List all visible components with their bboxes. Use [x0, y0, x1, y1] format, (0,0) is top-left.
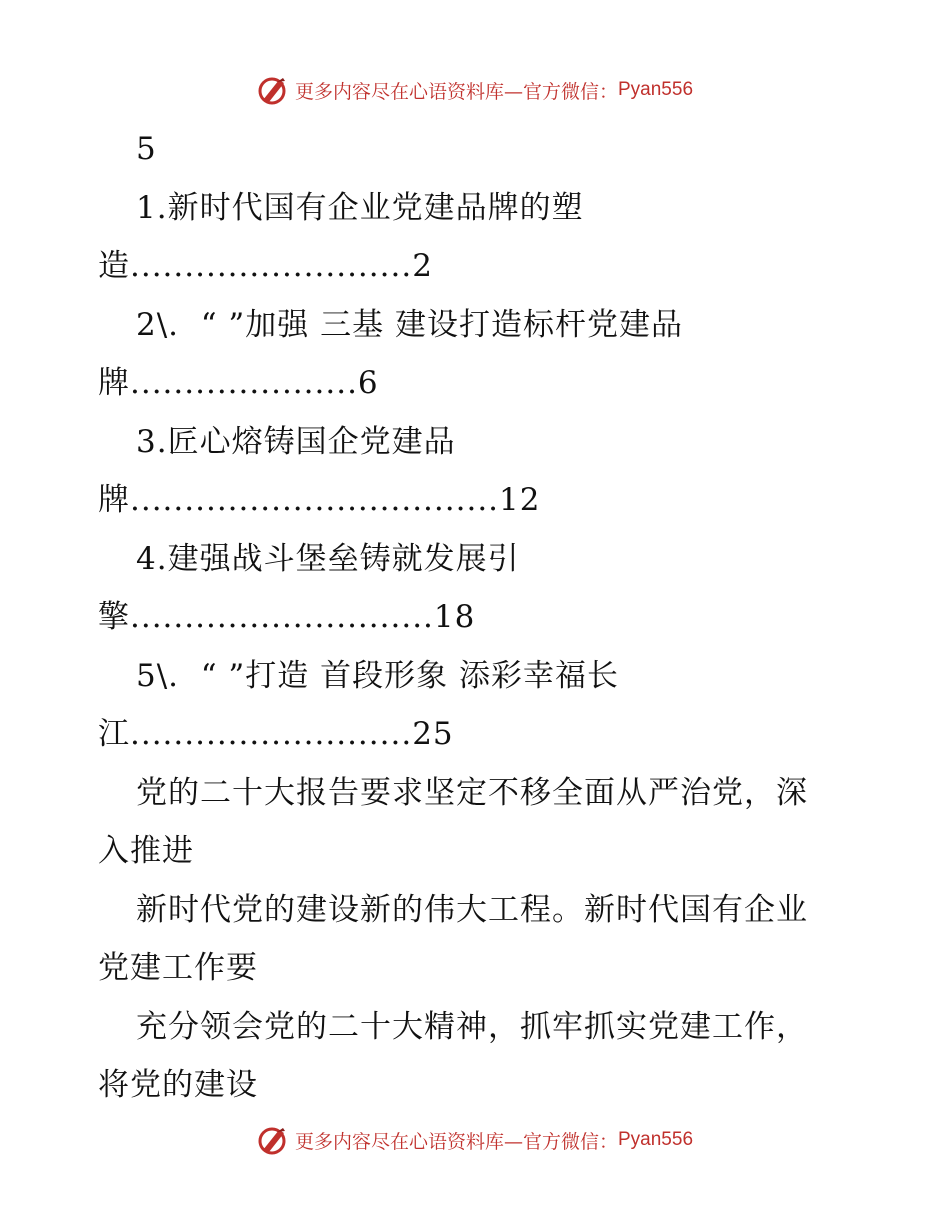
text-line: 牌..................................12 — [98, 482, 541, 518]
text-line: 江..........................25 — [98, 716, 454, 752]
banner-text: 更多内容尽在心语资料库—官方微信： — [294, 80, 618, 103]
banner-wechat-id: Pyan556 — [618, 1129, 694, 1150]
banner-wechat-id: Pyan556 — [618, 79, 694, 100]
banner-text: 更多内容尽在心语资料库—官方微信： — [294, 1130, 618, 1153]
text-line: 5 — [136, 131, 157, 167]
footer-banner — [0, 1120, 950, 1160]
text-line: 入推进 — [98, 833, 194, 869]
text-line: 牌.....................6 — [98, 365, 379, 401]
text-line: 造..........................2 — [98, 248, 433, 284]
text-line: 5\. “ ”打造 首段形象 添彩幸福长 — [136, 657, 619, 694]
pen-logo-icon — [257, 1124, 289, 1156]
pen-logo-icon — [257, 74, 289, 106]
text-line: 擎............................18 — [98, 599, 476, 635]
document-body — [98, 120, 858, 1115]
text-line: 将党的建设 — [98, 1067, 258, 1103]
text-line: 3.匠心熔铸国企党建品 — [136, 423, 456, 460]
text-line: 党的二十大报告要求坚定不移全面从严治党，深 — [136, 774, 808, 811]
text-line: 新时代党的建设新的伟大工程。新时代国有企业 — [136, 891, 808, 928]
text-line: 1.新时代国有企业党建品牌的塑 — [136, 189, 584, 226]
text-line: 充分领会党的二十大精神，抓牢抓实党建工作， — [136, 1008, 808, 1045]
text-line: 2\. “ ”加强 三基 建设打造标杆党建品 — [136, 306, 683, 343]
header-banner — [0, 70, 950, 110]
text-line: 党建工作要 — [98, 950, 258, 986]
text-line: 4.建强战斗堡垒铸就发展引 — [136, 540, 520, 577]
